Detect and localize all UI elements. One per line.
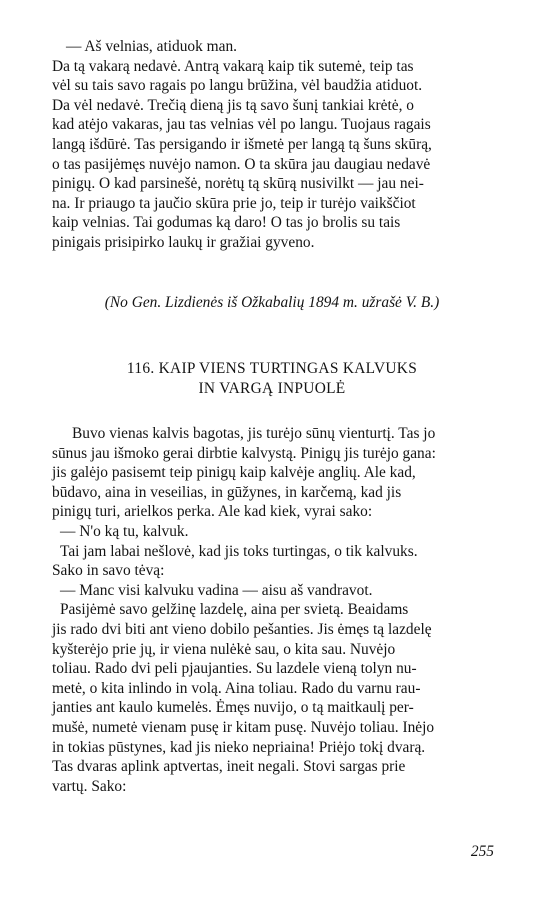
title-line: IN VARGĄ INPUOLĖ <box>198 379 346 397</box>
tale-title <box>52 359 492 398</box>
text-line: Da tą vakarą nedavė. Antrą vakarą kaip tik sutemė, teip tas <box>52 57 414 75</box>
text-line: jis rado dvi biti ant vieno dobilo pešanties. Jis ėmęs tą lazdelę <box>52 620 432 638</box>
text-line: pinigų turi, arielkos perka. Ale kad kiek, vyrai sako: <box>52 503 373 521</box>
text-line: in tokias pūstynes, kad jis nieko nepriaina! Priėjo tokį dvarą. <box>52 738 426 756</box>
text-line: kaip velnias. Tai godumas ką daro! O tas jo brolis su tais <box>52 214 401 232</box>
text-line: toliau. Rado dvi peli pjaujanties. Su lazdele vieną tolyn nu- <box>52 660 417 678</box>
text-line: vartų. Sako: <box>52 777 127 795</box>
text-line: langą išdūrė. Tas persigando ir išmetė per langą tą šuns skūrą, <box>52 135 432 153</box>
text-line: sūnus jau išmoko gerai dirbtie kalvystą. Pinigų jis turėjo gana: <box>52 444 436 462</box>
text-line: kad atėjo vakaras, jau tas velnias vėl po langu. Tuojaus ragais <box>52 116 431 134</box>
text-line: metė, o kita inlindo in volą. Aina toliau. Rado du varnu rau- <box>52 679 421 697</box>
text-line: mušė, numetė vienam pusę ir kitam pusę. Nuvėjo toliau. Inėjo <box>52 718 435 736</box>
paragraph-1 <box>52 37 492 253</box>
text-line: Sako in savo tėvą: <box>52 562 165 580</box>
text-line: janties ant kaulo kumelės. Ėmęs nuvijo, o tą maitkaulį per- <box>52 699 414 717</box>
text-line: būdavo, aina in veseilias, in gūžynes, in karčemą, kad jis <box>52 483 402 501</box>
text-line: pinigais prisipirko laukų ir gražiai gyveno. <box>52 233 315 251</box>
text-line: Buvo vienas kalvis bagotas, jis turėjo sūnų vienturtį. Tas jo <box>72 425 436 442</box>
text-line: vėl su tais savo ragais po langu brūžina, vėl baudžia atiduot. <box>52 77 423 95</box>
source-note: (No Gen. Lizdienės iš Ožkabalių 1894 m. užrašė V. B.) <box>104 294 440 311</box>
text-line: Da vėl nedavė. Trečią dieną jis tą savo šunį tankiai krėtė, o <box>52 96 415 114</box>
text-line: na. Ir priaugo ta jaučio skūra prie jo, teip ir turėjo vaikščiot <box>52 194 416 212</box>
text-line: Tai jam labai nešlovė, kad jis toks turtingas, o tik kalvuks. <box>60 542 418 560</box>
title-line: 116. KAIP VIENS TURTINGAS KALVUKS <box>126 360 418 377</box>
text-line: Pasijėmė savo gelžinę lazdelę, aina per svietą. Beaidams <box>60 601 409 619</box>
dialogue-line: — Manc visi kalvuku vadina — aisu aš vandravot. <box>60 581 373 599</box>
dialogue-line: — N'o ką tu, kalvuk. <box>60 522 189 540</box>
text-line: kyšterėjo prie jų, ir viena nulėkė sau, o kita sau. Nuvėjo <box>52 640 396 658</box>
text-line: Tas dvaras aplink aptvertas, ineit negali. Stovi sargas prie <box>52 758 406 776</box>
page-number: 255 <box>470 843 494 860</box>
paragraph-2 <box>52 424 492 796</box>
text-line: pinigų. O kad parsinešė, norėtų tą skūrą nusivilkt — jau nei- <box>52 175 424 193</box>
text-line: o tas pasijėmęs nuvėjo namon. O ta skūra jau daugiau nedavė <box>52 155 431 173</box>
text-line: jis galėjo pasisemt teip pinigų kaip kalvėje anglių. Ale kad, <box>52 464 416 482</box>
text-line: — Aš velnias, atiduok man. <box>66 38 237 55</box>
